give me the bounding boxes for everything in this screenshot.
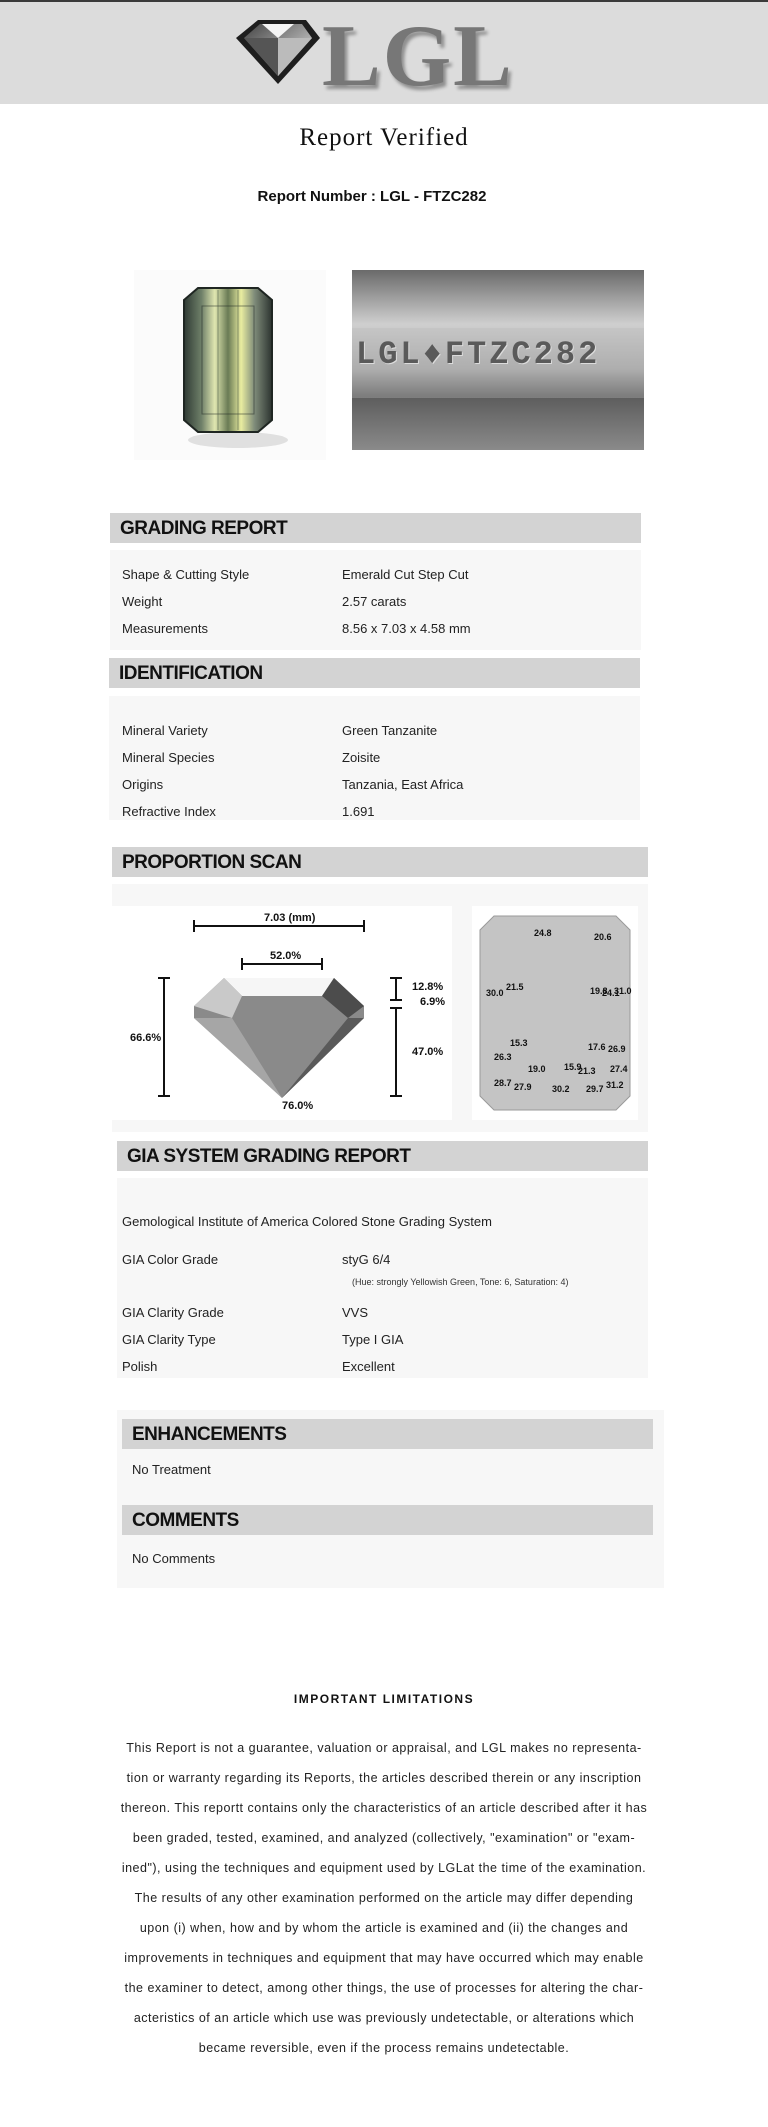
comments-text: No Comments: [132, 1551, 216, 1566]
facet-value: 21.3: [578, 1066, 596, 1076]
row-label: Polish: [122, 1359, 158, 1374]
profile-diagram: [112, 906, 452, 1120]
grading-report-header: [110, 513, 641, 543]
row-value: 8.56 x 7.03 x 4.58 mm: [342, 621, 471, 636]
gem-photo: [134, 270, 326, 460]
facet-value: 15.3: [510, 1038, 528, 1048]
row-label: GIA Clarity Type: [122, 1332, 216, 1347]
limitations-line: tion or warranty regarding its Reports, the articles described therein or any inscription: [126, 1771, 642, 1785]
facet-value: 31.2: [606, 1080, 624, 1090]
limitations-text: [118, 1733, 650, 2063]
crown-label: 12.8%: [412, 981, 444, 993]
limitations-line: The results of any other examination performed on the article may differ depending: [134, 1891, 634, 1905]
width-label: 7.03 (mm): [264, 912, 316, 924]
facet-value: 26.3: [494, 1052, 512, 1062]
row-value: Excellent: [342, 1359, 395, 1374]
facet-value: 29.7: [586, 1084, 604, 1094]
row-value: styG 6/4: [342, 1252, 391, 1267]
gia-heading: GIA SYSTEM GRADING REPORT: [127, 1146, 411, 1167]
row-label: Shape & Cutting Style: [122, 567, 250, 582]
row-value: 2.57 carats: [342, 594, 407, 609]
row-value: VVS: [342, 1305, 369, 1320]
inscription-text: LGL♦FTZC282: [356, 336, 601, 373]
row-label: Weight: [122, 594, 163, 609]
facet-value: 17.6: [588, 1042, 606, 1052]
facet-value: 27.9: [514, 1082, 532, 1092]
inscription-photo: [352, 270, 644, 450]
identification-header: [109, 658, 640, 688]
row-label: Measurements: [122, 621, 208, 636]
facet-value: 24.8: [534, 928, 552, 938]
table-label: 52.0%: [270, 950, 302, 962]
facet-value: 24.1: [602, 988, 620, 998]
grading-report-panel: [110, 550, 641, 650]
gia-subtitle: Gemological Institute of America Colored Stone Grading System: [122, 1214, 492, 1229]
row-value: 1.691: [342, 804, 375, 819]
row-label: Mineral Variety: [122, 723, 208, 738]
limitations-line: acteristics of an article which use was previously undetectable, or alterations which: [133, 2011, 635, 2025]
girdle-label: 6.9%: [420, 996, 446, 1008]
enhancements-heading: ENHANCEMENTS: [132, 1424, 287, 1445]
row-label: Mineral Species: [122, 750, 215, 765]
grading-report-heading: GRADING REPORT: [120, 518, 288, 539]
facet-value: 31.0: [614, 986, 632, 996]
facet-value: 19.8: [590, 986, 608, 996]
row-label: GIA Clarity Grade: [122, 1305, 224, 1320]
limitations-line: ined"), using the techniques and equipment used by LGLat the time of the examination.: [121, 1861, 647, 1875]
facet-value: 21.5: [506, 982, 524, 992]
facet-value: 20.6: [594, 932, 612, 942]
facet-value: 19.0: [528, 1064, 546, 1074]
limitations-line: been graded, tested, examined, and analyzed (collectively, "examination" or "exam-: [132, 1831, 636, 1845]
limitations-line: thereon. This reportt contains only the characteristics of an article described after it has: [120, 1801, 648, 1815]
comments-header: [122, 1505, 653, 1535]
limitations-line: This Report is not a guarantee, valuation or appraisal, and LGL makes no representa-: [126, 1741, 642, 1755]
enhancements-header: [122, 1419, 653, 1449]
gia-panel: [117, 1178, 648, 1378]
facet-value: 27.4: [610, 1064, 628, 1074]
proportion-scan-heading: PROPORTION SCAN: [122, 852, 302, 873]
facet-value: 26.9: [608, 1044, 626, 1054]
limitations-line: became reversible, even if the process remains undetectable.: [198, 2041, 570, 2055]
gia-header: [117, 1141, 648, 1171]
proportion-scan-panel: [112, 884, 648, 1132]
limitations-line: improvements in techniques and equipment that may have occurred which may enable: [124, 1951, 644, 1965]
facet-value: 30.0: [486, 988, 504, 998]
row-value: Type I GIA: [342, 1332, 404, 1347]
top-view-diagram: [472, 906, 638, 1120]
pavilion-label: 47.0%: [412, 1046, 444, 1058]
color-note: (Hue: strongly Yellowish Green, Tone: 6, Saturation: 4): [352, 1277, 569, 1287]
limitations-line: the examiner to detect, among other things, the use of processes for altering the char-: [124, 1981, 644, 1995]
culet-label: 76.0%: [282, 1100, 314, 1112]
row-label: Refractive Index: [122, 804, 216, 819]
facet-value: 28.7: [494, 1078, 512, 1088]
limitations-line: upon (i) when, how and by whom the article is examined and (ii) the changes and: [139, 1921, 629, 1935]
lgl-logo[interactable]: [232, 8, 514, 105]
limitations-heading: IMPORTANT LIMITATIONS: [293, 1692, 475, 1706]
row-value: Emerald Cut Step Cut: [342, 567, 469, 582]
page-title: Report Verified: [299, 124, 469, 151]
row-label: Origins: [122, 777, 164, 792]
row-value: Tanzania, East Africa: [342, 777, 464, 792]
row-label: GIA Color Grade: [122, 1252, 219, 1267]
identification-panel: [109, 696, 640, 820]
facet-value: 30.2: [552, 1084, 570, 1094]
row-value: Green Tanzanite: [342, 723, 438, 738]
depth-label: 66.6%: [130, 1032, 162, 1044]
report-number: Report Number : LGL - FTZC282: [257, 188, 487, 205]
row-value: Zoisite: [342, 750, 381, 765]
identification-heading: IDENTIFICATION: [119, 663, 263, 684]
comments-heading: COMMENTS: [132, 1510, 239, 1531]
enhancements-text: No Treatment: [132, 1462, 211, 1477]
facet-value: 15.9: [564, 1062, 582, 1072]
proportion-scan-header: [112, 847, 648, 877]
logo-text: LGL: [322, 8, 514, 105]
